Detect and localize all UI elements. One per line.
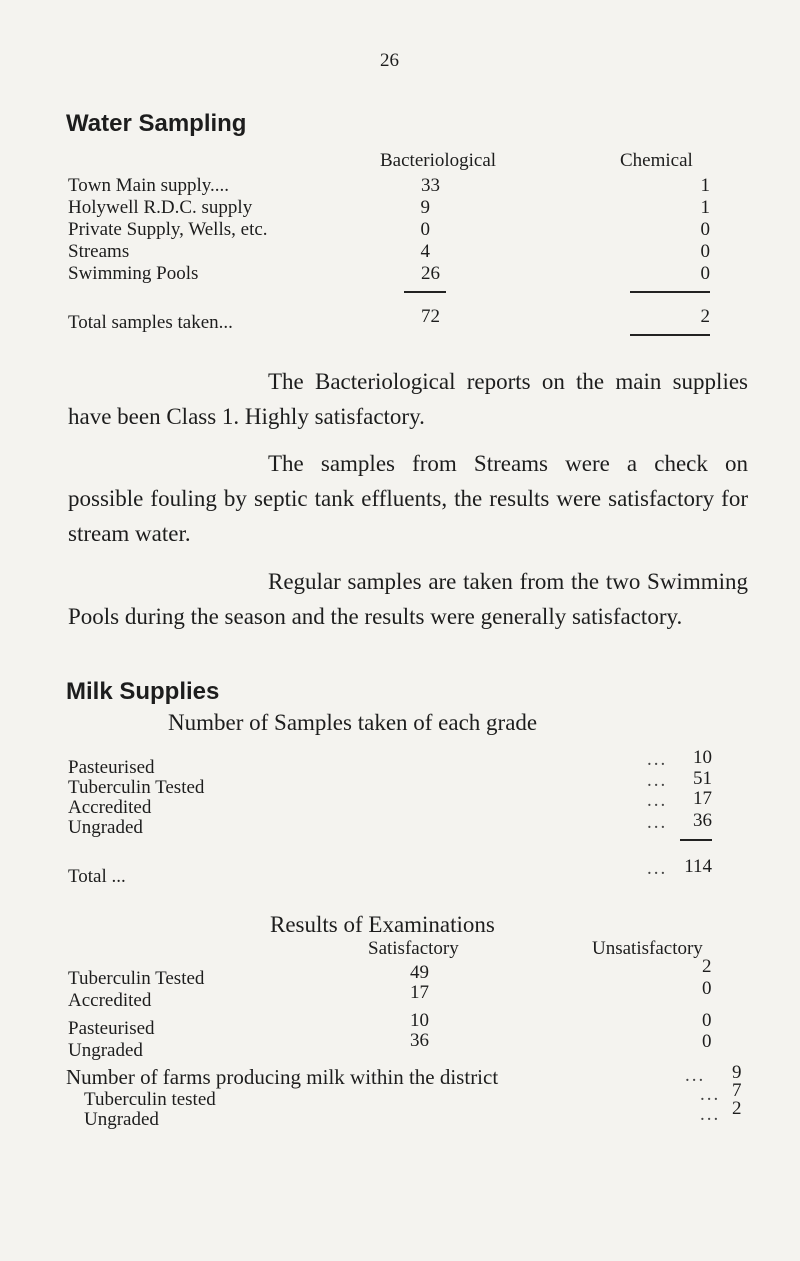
grade-value: 51 (693, 768, 712, 789)
row-label: Holywell R.D.C. supply (68, 197, 253, 218)
leader-dots: ... (647, 812, 668, 833)
paragraph-swimming-pools: Regular samples are taken from the two Swimming Pools during the season and the results were generally satisfactory. (68, 569, 748, 629)
milk-total-value: 114 (684, 856, 712, 877)
leader-dots: ... (647, 749, 668, 770)
results-label: Pasteurised (68, 1018, 155, 1039)
leader-dots: ... (647, 770, 668, 791)
satisfactory-value: 10 (410, 1010, 429, 1031)
grade-value: 10 (693, 747, 712, 768)
farms-value: 7 (732, 1080, 742, 1101)
unsatisfactory-value: 2 (702, 956, 712, 977)
unsatisfactory-value: 0 (702, 1031, 712, 1052)
grade-label: Accredited (68, 797, 152, 818)
row-label: Streams (68, 241, 130, 262)
grade-label: Ungraded (68, 817, 143, 838)
leader-dots: ... (685, 1065, 706, 1086)
leader-dots: ... (647, 858, 668, 879)
unsatisfactory-header: Unsatisfactory (592, 938, 703, 959)
bact-value: 26 (421, 263, 440, 284)
farms-label: Ungraded (84, 1109, 159, 1130)
water-sampling-heading: Water Sampling (66, 110, 247, 137)
chem-value: 0 (700, 241, 710, 262)
samples-heading: Number of Samples taken of each grade (168, 710, 538, 735)
bact-value: 9 (420, 197, 430, 218)
chem-bottom-rule (630, 334, 710, 336)
milk-total-label: Total ... (68, 866, 126, 887)
farms-label: Number of farms producing milk within the district (66, 1065, 499, 1089)
water-total-label: Total samples taken... (68, 312, 233, 333)
results-label: Ungraded (68, 1040, 143, 1061)
milk-supplies-heading: Milk Supplies (66, 678, 220, 705)
farms-value: 9 (732, 1062, 742, 1083)
leader-dots: ... (700, 1084, 721, 1105)
chem-value: 1 (700, 197, 710, 218)
bact-value: 4 (420, 241, 430, 262)
farms-value: 2 (732, 1098, 742, 1119)
chem-value: 0 (700, 263, 710, 284)
paragraph-bacteriological: The Bacteriological reports on the main supplies have been Class 1. Highly satisfactory. (68, 369, 748, 429)
satisfactory-value: 36 (410, 1030, 429, 1051)
grade-value: 36 (693, 810, 712, 831)
leader-dots: ... (700, 1104, 721, 1125)
bact-value: 33 (421, 175, 440, 196)
milk-total-rule (680, 839, 712, 841)
results-label: Tuberculin Tested (68, 968, 205, 989)
chem-total-rule (630, 291, 710, 293)
row-label: Town Main supply.... (68, 175, 230, 196)
paragraph-streams: The samples from Streams were a check on possible fouling by septic tank effluents, the results were satisfactory for stream water. (68, 451, 748, 546)
satisfactory-header: Satisfactory (368, 938, 459, 959)
bacteriological-header: Bacteriological (380, 150, 497, 171)
unsatisfactory-value: 0 (702, 1010, 712, 1031)
page-number: 26 (380, 50, 399, 71)
results-heading: Results of Examinations (270, 912, 495, 937)
bact-value: 0 (420, 219, 430, 240)
water-total-bact: 72 (421, 306, 440, 327)
water-total-chem: 2 (700, 306, 710, 327)
satisfactory-value: 17 (410, 982, 429, 1003)
leader-dots: ... (647, 790, 668, 811)
chemical-header: Chemical (620, 150, 693, 171)
grade-label: Tuberculin Tested (68, 777, 205, 798)
satisfactory-value: 49 (410, 962, 429, 983)
farms-label: Tuberculin tested (84, 1089, 216, 1110)
grade-value: 17 (693, 788, 712, 809)
unsatisfactory-value: 0 (702, 978, 712, 999)
row-label: Private Supply, Wells, etc. (68, 219, 268, 240)
chem-value: 0 (700, 219, 710, 240)
row-label: Swimming Pools (68, 263, 199, 284)
bact-total-rule (404, 291, 446, 293)
chem-value: 1 (700, 175, 710, 196)
grade-label: Pasteurised (68, 757, 155, 778)
results-label: Accredited (68, 990, 152, 1011)
